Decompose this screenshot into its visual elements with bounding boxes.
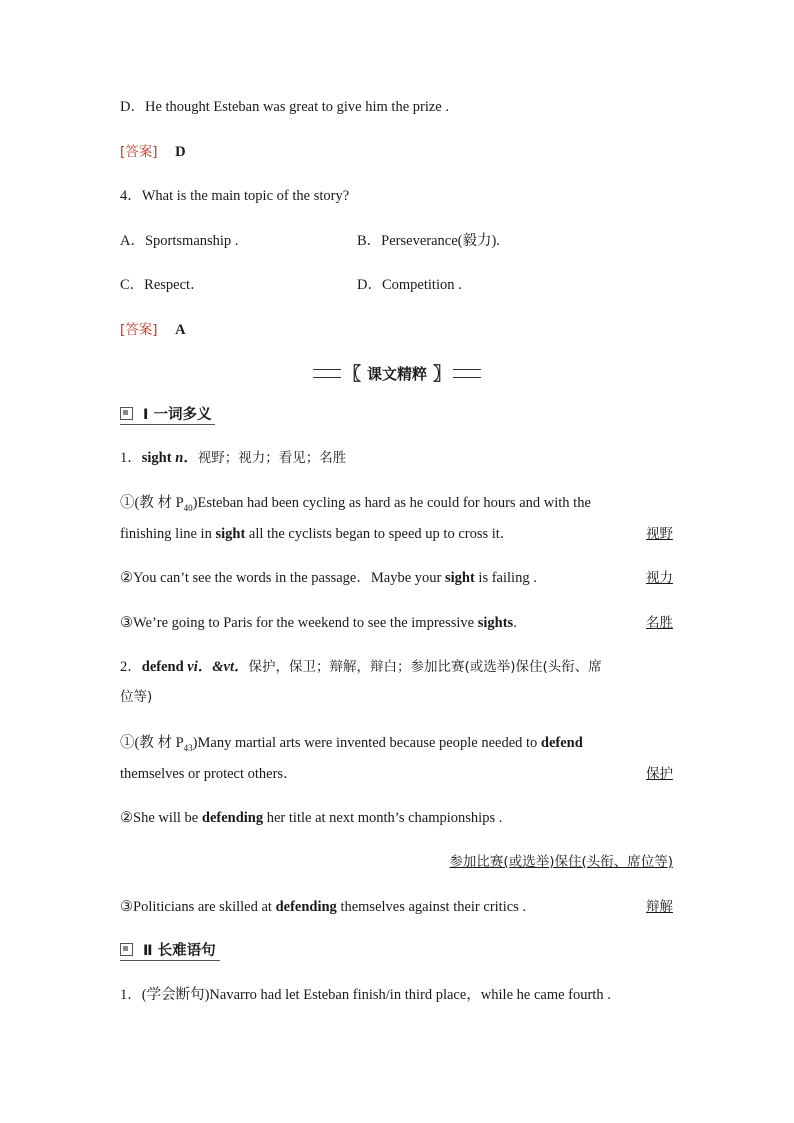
sight-example-1-answer: 视野 <box>646 526 673 542</box>
sight-example-1-line1: ①(教 材 $P_{40})Esteban$ had been cycling as hard as he could for hours and with the <box>120 495 591 513</box>
answer-label: [答案] <box>120 322 158 338</box>
subheading-part1 <box>120 402 215 425</box>
q3-option-d: D．He thought Esteban was great to give him the prize . <box>120 99 449 115</box>
word-defend-heading: 2．defend vi．&vt．保护，保卫；辩解，辩白；参加比赛(或选举)保住(头衔、席 <box>120 659 602 675</box>
q4-answer <box>120 320 186 340</box>
q4-option-d: D．Competition . <box>357 277 462 293</box>
bookmark-icon <box>120 943 133 956</box>
defend-example-1-answer: 保护 <box>646 766 673 782</box>
left-ornament <box>313 369 341 378</box>
subheading-text: Ⅱ 长难语句 <box>143 942 216 959</box>
q4-option-c: C．Respect． <box>120 277 205 293</box>
defend-example-3-answer: 辩解 <box>646 899 673 915</box>
subheading-text: Ⅰ 一词多义 <box>143 406 212 423</box>
defend-example-1-line1: ①(教 材 $P_{43})Many$ martial arts were invented because people needed to defend <box>120 735 583 753</box>
section-title: 课文精粹 <box>366 364 427 383</box>
sight-example-3: ③We’re going to Paris for the weekend to see the impressive sights. <box>120 615 517 631</box>
q4-question: 4．What is the main topic of the story? <box>120 188 350 204</box>
right-ornament <box>453 369 481 378</box>
answer-value: A <box>175 322 186 338</box>
word-defend-heading-cont: 位等) <box>120 689 153 705</box>
defend-example-1-line2: themselves or protect others． <box>120 766 298 782</box>
defend-example-3: ③Politicians are skilled at defending themselves against their critics . <box>120 899 527 915</box>
answer-label: [答案] <box>120 144 158 160</box>
right-bracket: 〗 <box>433 364 451 385</box>
defend-example-2-answer: 参加比赛(或选举)保住(头衔、席位等) <box>449 854 673 870</box>
subheading-part2 <box>120 938 220 961</box>
answer-value: D <box>175 144 186 160</box>
sight-example-1-line2: finishing line in sight all the cyclists began to speed up to cross it． <box>120 526 515 542</box>
sight-example-3-answer: 名胜 <box>646 615 673 631</box>
word-sight-heading: 1．sight n．视野；视力；看见；名胜 <box>120 450 347 466</box>
q4-option-b: B．Perseverance(毅力). <box>357 233 500 249</box>
left-bracket: 〖 <box>342 364 361 385</box>
long-sentence-1: 1．(学会断句)Navarro had let Esteban finish/in third place，while he came fourth . <box>120 987 611 1003</box>
section-heading <box>0 360 794 386</box>
defend-example-2: ②She will be defending her title at next month’s championships . <box>120 810 503 826</box>
sight-example-2: ②You can’t see the words in the passage．Maybe your sight is failing . <box>120 570 537 586</box>
q3-answer <box>120 142 186 162</box>
bookmark-icon <box>120 407 133 420</box>
sight-example-2-answer: 视力 <box>646 570 673 586</box>
q4-option-a: A．Sportsmanship . <box>120 233 239 249</box>
